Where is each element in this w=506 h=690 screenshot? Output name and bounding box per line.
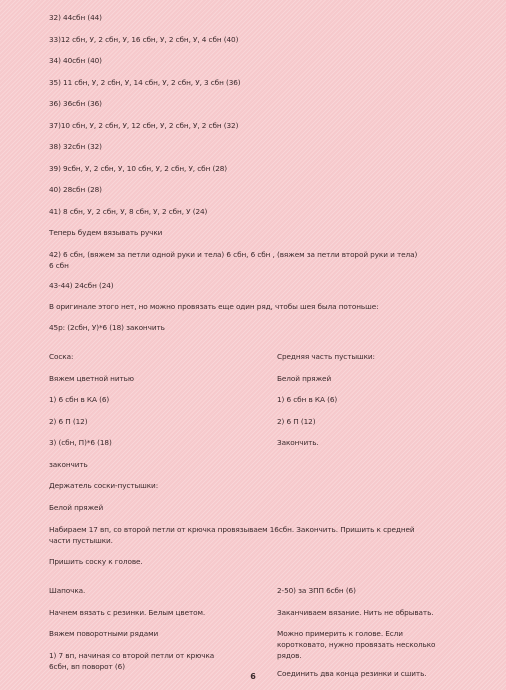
hat-line-2: Вяжем поворотными рядами — [49, 629, 159, 638]
note-original: В оригинале этого нет, но можно провязать еще один ряд, чтобы шея была потоньше: — [49, 302, 379, 311]
hat-right-line-3c: рядов. — [277, 651, 302, 660]
hat-line-3a: 1) 7 вп, начиная со второй петли от крючка — [49, 651, 215, 660]
row-39: 39) 9сбн, У, 2 сбн, У, 10 сбн, У, 2 сбн, У, сбн (28) — [49, 164, 228, 173]
row-42-line2: 6 сбн — [49, 261, 69, 270]
holder-title: Держатель соски-пустышки: — [49, 481, 159, 490]
middle-line-3: 2) 6 П (12) — [277, 417, 316, 426]
row-37: 37)10 сбн, У, 2 сбн, У, 12 сбн, У, 2 сбн, У, 2 сбн (32) — [49, 121, 239, 130]
soska-line-3: 2) 6 П (12) — [49, 417, 88, 426]
middle-line-1: Белой пряжей — [277, 374, 332, 383]
row-42-line1: 42) 6 сбн, (вяжем за петли одной руки и тела) 6 сбн, 6 сбн , (вяжем за петли второй руки и тела) — [49, 250, 418, 259]
hat-line-3b: 6сбн, вп поворот (6) — [49, 662, 125, 671]
row-32: 32) 44сбн (44) — [49, 13, 102, 22]
soska-line-4: 3) (сбн, П)*6 (18) — [49, 438, 112, 447]
soska-line-5: закончить — [49, 460, 88, 469]
hat-right-line-3b: коротковато, нужно провязать несколько — [277, 640, 436, 649]
row-36: 36) 36сбн (36) — [49, 99, 102, 108]
row-38: 38) 32сбн (32) — [49, 142, 102, 151]
middle-title: Средняя часть пустышки: — [277, 352, 375, 361]
row-43-44: 43-44) 24сбн (24) — [49, 281, 114, 290]
row-34: 34) 40сбн (40) — [49, 56, 102, 65]
soska-title: Соска: — [49, 352, 74, 361]
soska-line-1: Вяжем цветной нитью — [49, 374, 134, 383]
hat-right-line-2: Заканчиваем вязание. Нить не обрывать. — [277, 608, 434, 617]
hat-right-line-1: 2-50) за ЗПП 6сбн (6) — [277, 586, 356, 595]
holder-line-2a: Набираем 17 вп, со второй петли от крючка провязываем 16сбн. Закончить. Пришить к средней — [49, 525, 415, 534]
row-33: 33)12 сбн, У, 2 сбн, У, 16 сбн, У, 2 сбн, У, 4 сбн (40) — [49, 35, 239, 44]
soska-line-2: 1) 6 сбн в КА (6) — [49, 395, 110, 404]
hat-right-line-4: Соединить два конца резинки и сшить. — [277, 669, 427, 678]
row-40: 40) 28сбн (28) — [49, 185, 102, 194]
hat-right-line-3a: Можно примерить к голове. Если — [277, 629, 403, 638]
row-35: 35) 11 сбн, У, 2 сбн, У, 14 сбн, У, 2 сбн, У, 3 сбн (36) — [49, 78, 241, 87]
holder-line-1: Белой пряжей — [49, 503, 104, 512]
holder-line-2b: части пустышки. — [49, 536, 113, 545]
middle-line-2: 1) 6 сбн в КА (6) — [277, 395, 338, 404]
hat-line-1: Начнем вязать с резинки. Белым цветом. — [49, 608, 206, 617]
arms-heading: Теперь будем вязывать ручки — [49, 228, 163, 237]
page-number: 6 — [250, 672, 256, 681]
middle-line-4: Закончить. — [277, 438, 319, 447]
row-41: 41) 8 сбн, У, 2 сбн, У, 8 сбн, У, 2 сбн, У (24) — [49, 207, 208, 216]
hat-title: Шапочка. — [49, 586, 86, 595]
holder-line-3: Пришить соску к голове. — [49, 557, 143, 566]
row-45: 45р: (2сбн, У)*6 (18) закончить — [49, 323, 165, 332]
